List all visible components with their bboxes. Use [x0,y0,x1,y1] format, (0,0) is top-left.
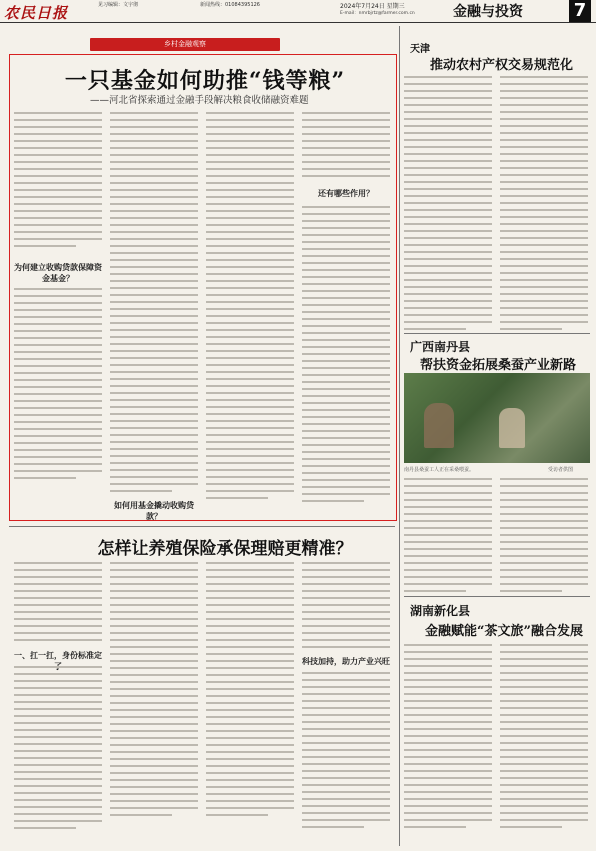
lead-column-1 [14,112,102,252]
lead-column-4 [302,112,390,182]
story3-title: 湖南新化县 [410,604,471,618]
story2-column-1 [404,478,492,597]
story3-column-1 [404,644,492,833]
masthead [0,0,596,23]
silkworm-photo [404,373,590,463]
lead-column-1b [14,288,102,484]
bottom-column-4b [302,672,390,833]
story2-subtitle: 帮扶资金拓展桑蚕产业新路 [420,358,577,373]
story1-place: 天津 [410,44,430,55]
email: E-mail：nmrbjrtz@farmer.com.cn [340,11,415,16]
bottom-column-4 [302,562,390,653]
text-block [14,112,102,247]
divider [9,526,395,527]
worker-figure [424,403,454,448]
story2-title: 广西南丹县 [410,340,471,354]
story1-column-2 [500,76,588,335]
bottom-column-1b [14,666,102,834]
worker-figure [499,408,525,448]
lead-subhead: ——河北省探索通过金融手段解决粮食收储融资难题 [90,95,309,106]
lead-column-4b [302,206,390,507]
page-number: 7 [569,0,591,22]
photo-caption: 南丹县桑蚕工人正在采桑喂蚕。 [404,467,475,473]
divider [404,596,590,597]
column-divider [399,26,400,846]
divider [404,333,590,334]
lead-column-2 [110,112,198,497]
lead-subhead-1: 为何建立收购贷款保障资金基金？ [14,263,102,283]
issue-date: 2024年7月24日 星期三 [340,3,405,10]
lead-column-3 [206,112,294,504]
column-tag: 乡村金融观察 [90,38,280,51]
lead-subhead-2: 如何用基金撬动收购贷款？ [114,501,194,521]
lead-subhead-3: 还有哪些作用？ [318,189,374,198]
story3-column-2 [500,644,588,833]
photo-credit: 受访者供图 [548,467,574,473]
bottom-column-3 [206,562,294,821]
story1-title: 推动农村产权交易规范化 [430,58,574,73]
bottom-column-1 [14,562,102,646]
newspaper-logo: 农民日报 [4,4,69,22]
hotline: 新闻热线：01084395126 [200,2,260,8]
story2-column-2 [500,478,588,597]
story1-column-1 [404,76,492,335]
section-title: 金融与投资 [453,4,523,20]
bottom-column-2 [110,562,198,821]
bottom-subhead-2: 科技加持，助力产业兴旺 [302,657,390,666]
bottom-headline: 怎样让养殖保险承保理赔更精准？ [97,539,353,559]
bottom-subhead-1: 一、扛一扛，身份标准定 [14,651,102,660]
story3-subtitle: 金融赋能“茶文旅”融合发展 [425,624,583,639]
editor-line: 见习编辑：文宇彻 [98,2,139,8]
lead-headline: 一只基金如何助推“钱等粮” [64,68,346,94]
